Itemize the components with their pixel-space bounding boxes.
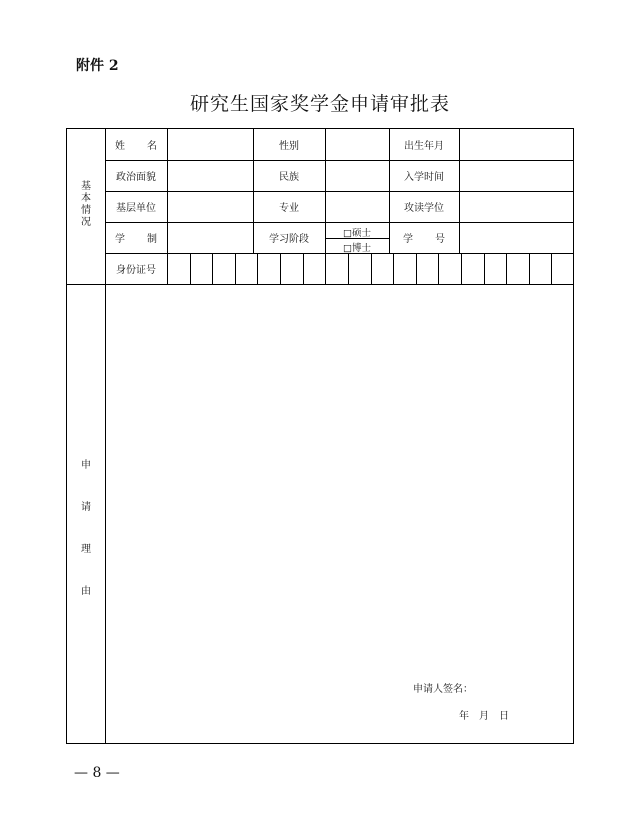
checkbox-master[interactable]: □硕士 <box>343 228 371 239</box>
application-form <box>66 128 574 744</box>
label-birth-date: 出生年月 <box>404 141 444 152</box>
attachment-label: 附件 2 <box>76 58 119 74</box>
form-title: 研究生国家奖学金申请审批表 <box>189 93 450 115</box>
section-application-reason: 申 请 理 由 <box>81 460 91 597</box>
id-digit-box[interactable] <box>280 253 281 284</box>
checkbox-doctor[interactable]: □博士 <box>343 243 371 254</box>
label-enrollment-date: 入学时间 <box>404 172 444 183</box>
label-study-stage: 学习阶段 <box>269 234 309 245</box>
id-digit-box[interactable] <box>257 253 258 284</box>
label-degree: 攻读学位 <box>404 203 444 214</box>
id-digit-box[interactable] <box>325 253 326 284</box>
label-name: 姓 名 <box>115 141 157 152</box>
id-digit-box[interactable] <box>416 253 417 284</box>
label-program-length: 学 制 <box>115 234 157 245</box>
id-digit-box[interactable] <box>484 253 485 284</box>
id-digit-box[interactable] <box>506 253 507 284</box>
id-digit-box[interactable] <box>529 253 530 284</box>
id-digit-box[interactable] <box>167 253 168 284</box>
id-digit-box[interactable] <box>235 253 236 284</box>
label-major: 专业 <box>279 203 299 214</box>
signature-date: 年 月 日 <box>459 711 509 722</box>
id-digit-box[interactable] <box>303 253 304 284</box>
id-digit-box[interactable] <box>348 253 349 284</box>
label-ethnicity: 民族 <box>279 172 299 183</box>
id-digit-box[interactable] <box>212 253 213 284</box>
id-digit-box[interactable] <box>461 253 462 284</box>
label-unit: 基层单位 <box>116 203 156 214</box>
label-political-status: 政治面貌 <box>116 172 156 183</box>
id-digit-box[interactable] <box>551 253 552 284</box>
page-number: — 8 — <box>74 765 120 781</box>
id-digit-box[interactable] <box>371 253 372 284</box>
label-gender: 性别 <box>279 141 299 152</box>
applicant-signature-label: 申请人签名： <box>413 684 473 695</box>
section-basic-info: 基 本 情 况 <box>81 181 91 228</box>
id-digit-box[interactable] <box>438 253 439 284</box>
label-student-number: 学 号 <box>403 234 445 245</box>
id-digit-box[interactable] <box>393 253 394 284</box>
id-digit-box[interactable] <box>190 253 191 284</box>
label-id-number: 身份证号 <box>116 265 156 276</box>
